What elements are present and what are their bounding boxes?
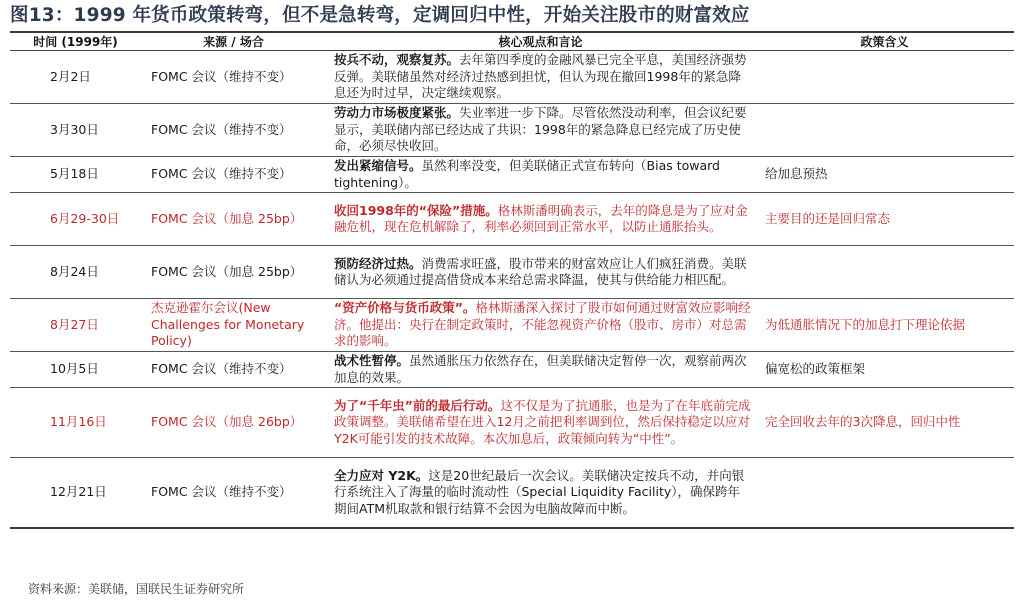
row-view-text: 这是20世纪最后一次会议。美联储决定按兵不动，并向银行系统注入了海量的临时流动性（Special Liquidity Facility），确保跨年期间ATM机取款和银行结算不会因为电脑故障而中断。 — [334, 467, 745, 516]
row-view — [326, 193, 755, 246]
row-view — [326, 352, 755, 388]
figure-title: 图13：1999 年货币政策转弯，但不是急转弯，定调回归中性，开始关注股市的财富效应 — [10, 5, 750, 26]
row-time: 12月21日 — [10, 458, 141, 528]
row-time: 6月29-30日 — [10, 193, 141, 246]
row-implication: 给加息预热 — [755, 157, 1014, 193]
row-view-text: 格林斯潘深入探讨了股市如何通过财富效应影响经济。他提出：央行在制定政策时，不能忽视资产价格（股市、房市）对总需求的影响。 — [334, 300, 751, 349]
row-implication: 主要目的还是回归常态 — [755, 193, 1014, 246]
row-view-text: 这不仅是为了抗通胀，也是为了在年底前完成政策调整。美联储希望在进入12月之前把利率调到位，然后保持稳定以应对Y2K可能引发的技术故障。本次加息后，政策倾向转为“中性”。 — [334, 397, 751, 446]
row-view — [326, 157, 755, 193]
row-implication: 偏宽松的政策框架 — [755, 352, 1014, 388]
row-source: FOMC 会议（维持不变） — [141, 458, 326, 528]
row-view-text: 虽然利率没变，但美联储正式宣布转向（Bias toward tightening）。 — [334, 158, 720, 190]
row-time: 5月18日 — [10, 157, 141, 193]
row-view-headline: 为了“千年虫”前的最后行动。 — [334, 397, 501, 413]
row-view-text: 虽然通胀压力依然存在，但美联储决定暂停一次，观察前两次加息的效果。 — [334, 353, 747, 385]
table-row — [10, 157, 1014, 193]
row-implication — [755, 104, 1014, 157]
row-time: 2月2日 — [10, 51, 141, 104]
row-view — [326, 458, 755, 528]
row-view-headline: 按兵不动，观察复苏。 — [334, 52, 460, 68]
row-view — [326, 104, 755, 157]
row-view-headline: 预防经济过热。 — [334, 255, 422, 271]
row-time: 11月16日 — [10, 388, 141, 458]
row-view-text: 格林斯潘明确表示，去年的降息是为了应对金融危机，现在危机解除了，利率必须回到正常水平，以防止通胀抬头。 — [334, 202, 748, 234]
row-view — [326, 246, 755, 299]
table-row — [10, 104, 1014, 157]
header-implication: 政策含义 — [755, 34, 1014, 51]
row-time: 8月24日 — [10, 246, 141, 299]
row-time: 10月5日 — [10, 352, 141, 388]
table-row — [10, 299, 1014, 352]
row-view-headline: “资产价格与货币政策”。 — [334, 300, 476, 316]
policy-table — [10, 34, 1014, 529]
row-view-headline: 全力应对 Y2K。 — [334, 467, 429, 483]
row-source: 杰克逊霍尔会议(New Challenges for Monetary Policy) — [141, 299, 326, 352]
row-view-headline: 收回1998年的“保险”措施。 — [334, 202, 498, 218]
row-source: FOMC 会议（维持不变） — [141, 104, 326, 157]
row-view-text: 去年第四季度的金融风暴已完全平息，美国经济强势反弹。美联储虽然对经济过热感到担忧，但认为现在撤回1998年的紧急降息还为时过早，决定继续观察。 — [334, 52, 747, 101]
table-header-row — [10, 34, 1014, 51]
row-view-text: 消费需求旺盛，股市带来的财富效应让人们疯狂消费。美联储认为必须通过提高借贷成本来给总需求降温，使其与供给能力相匹配。 — [334, 255, 747, 287]
row-source: FOMC 会议（加息 26bp） — [141, 388, 326, 458]
table-row — [10, 388, 1014, 458]
row-implication: 完全回收去年的3次降息，回归中性 — [755, 388, 1014, 458]
table-row — [10, 193, 1014, 246]
table-row — [10, 51, 1014, 104]
row-view-headline: 战术性暂停。 — [334, 353, 410, 368]
row-source: FOMC 会议（加息 25bp） — [141, 246, 326, 299]
row-view — [326, 388, 755, 458]
row-view — [326, 299, 755, 352]
top-rule — [10, 31, 1014, 33]
table-row — [10, 246, 1014, 299]
row-source: FOMC 会议（维持不变） — [141, 352, 326, 388]
row-source: FOMC 会议（维持不变） — [141, 157, 326, 193]
source-note: 资料来源：美联储，国联民生证券研究所 — [28, 582, 245, 596]
row-implication — [755, 458, 1014, 528]
row-implication — [755, 246, 1014, 299]
row-view-headline: 发出紧缩信号。 — [334, 158, 422, 173]
row-view-headline: 劳动力市场极度紧张。 — [334, 105, 460, 121]
row-implication: 为低通胀情况下的加息打下理论依据 — [755, 299, 1014, 352]
row-implication — [755, 51, 1014, 104]
row-source: FOMC 会议（维持不变） — [141, 51, 326, 104]
row-time: 3月30日 — [10, 104, 141, 157]
row-view — [326, 51, 755, 104]
table-row — [10, 352, 1014, 388]
row-view-text: 失业率进一步下降。尽管依然没动利率，但会议纪要显示，美联储内部已经达成了共识：1998年的紧急降息已经完成了历史使命，必须尽快收回。 — [334, 105, 747, 154]
row-source: FOMC 会议（加息 25bp） — [141, 193, 326, 246]
table-row — [10, 458, 1014, 528]
header-source: 来源 / 场合 — [141, 34, 326, 51]
row-time: 8月27日 — [10, 299, 141, 352]
header-time: 时间 (1999年) — [10, 34, 141, 51]
header-view: 核心观点和言论 — [326, 34, 755, 51]
